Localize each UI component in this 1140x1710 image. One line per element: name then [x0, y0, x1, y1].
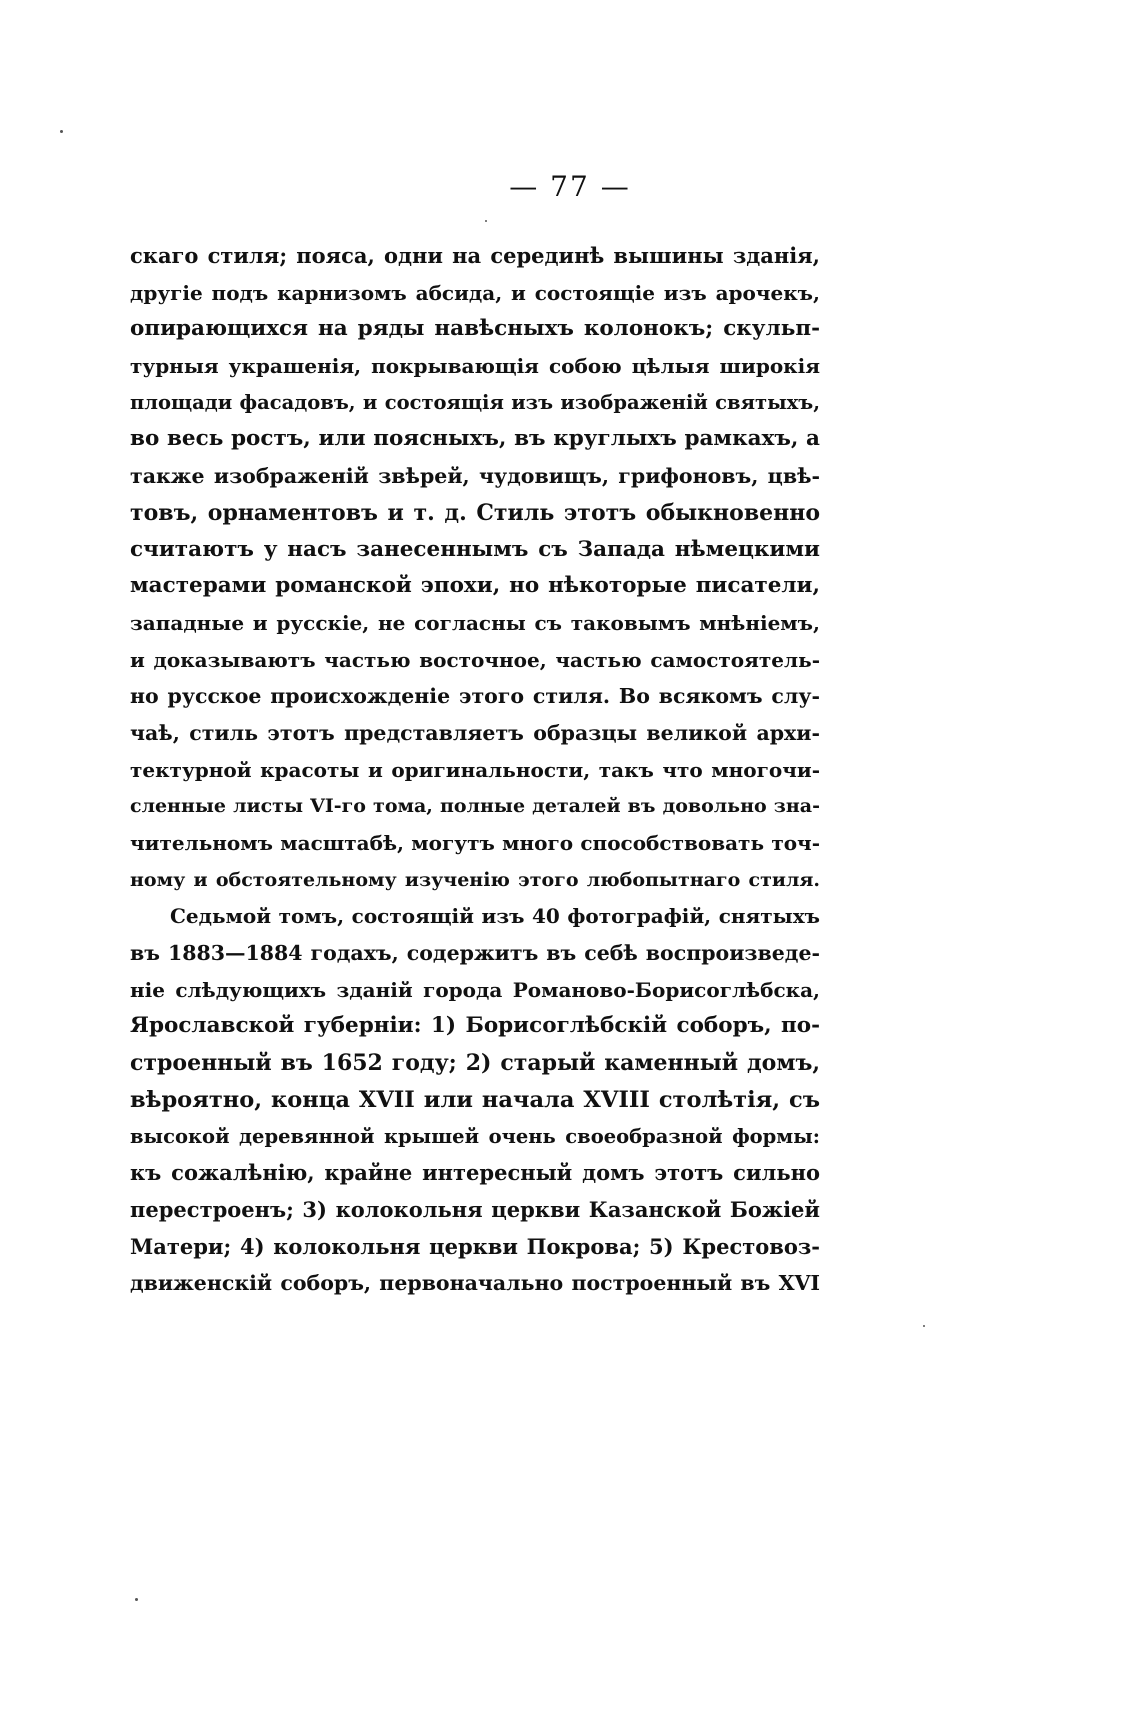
text-line: турныя украшенія, покрывающія собою цѣлыя широкія: [130, 354, 820, 379]
paper-speck: [923, 1325, 925, 1327]
text-line: но русское происхожденіе этого стиля. Во всякомъ слу-: [130, 684, 820, 709]
text-line: и доказываютъ частью восточное, частью самостоятель-: [130, 647, 820, 672]
text-line: ніе слѣдующихъ зданій города Романово-Борисоглѣбска,: [130, 977, 820, 1002]
text-line: считаютъ у насъ занесеннымъ съ Запада нѣмецкими: [130, 536, 820, 562]
text-line: движенскій соборъ, первоначально построенный въ XVI: [130, 1271, 820, 1296]
text-line: опирающихся на ряды навѣсныхъ колонокъ; скульп-: [130, 316, 820, 342]
text-line: Седьмой томъ, состоящій изъ 40 фотографій, снятыхъ: [170, 904, 820, 929]
text-line: товъ, орнаментовъ и т. д. Стиль этотъ обыкновенно: [130, 499, 820, 526]
text-line: скаго стиля; пояса, одни на серединѣ вышины зданія,: [130, 243, 820, 268]
paragraph-2: [130, 898, 820, 1302]
paper-speck: [485, 220, 487, 222]
paper-speck: [135, 1598, 138, 1601]
text-line: также изображеній звѣрей, чудовищъ, грифоновъ, цвѣ-: [130, 464, 820, 489]
text-line: перестроенъ; 3) колокольня церкви Казанской Божіей: [130, 1196, 820, 1222]
text-line: высокой деревянной крышей очень своеобразной формы:: [130, 1124, 820, 1148]
text-line: ному и обстоятельному изученію этого любопытнаго стиля.: [130, 868, 820, 891]
page-number: — 77 —: [509, 170, 631, 203]
text-line: площади фасадовъ, и состоящія изъ изображеній святыхъ,: [130, 390, 820, 414]
body-text: [130, 238, 820, 1302]
text-line: къ сожалѣнію, крайне интересный домъ этотъ сильно: [130, 1160, 820, 1186]
text-line: сленные листы VI-го тома, полные деталей въ довольно зна-: [130, 795, 820, 818]
text-line: строенный въ 1652 году; 2) старый каменный домъ,: [130, 1050, 820, 1077]
text-line: другіе подъ карнизомъ абсида, и состоящіе изъ арочекъ,: [130, 280, 820, 305]
paper-speck: [60, 130, 63, 133]
text-line: Матери; 4) колокольня церкви Покрова; 5) Крестовоз-: [130, 1233, 820, 1259]
text-line: во весь ростъ, или поясныхъ, въ круглыхъ рамкахъ, а: [130, 426, 820, 452]
paragraph-1: [130, 238, 820, 898]
text-line: западные и русскіе, не согласны съ таковымъ мнѣніемъ,: [130, 610, 820, 635]
text-line: Ярославской губерніи: 1) Борисоглѣбскій соборъ, по-: [130, 1013, 820, 1039]
text-line: чаѣ, стиль этотъ представляетъ образцы великой архи-: [130, 720, 820, 745]
text-line: тектурной красоты и оригинальности, такъ что многочи-: [130, 757, 820, 782]
text-line: чительномъ масштабѣ, могутъ много способствовать точ-: [130, 831, 820, 855]
text-line: мастерами романской эпохи, но нѣкоторые писатели,: [130, 573, 820, 599]
text-line: въ 1883—1884 годахъ, содержитъ въ себѣ воспроизведе-: [130, 941, 820, 966]
text-line: вѣроятно, конца XVII или начала XVIII столѣтія, съ: [130, 1086, 820, 1113]
